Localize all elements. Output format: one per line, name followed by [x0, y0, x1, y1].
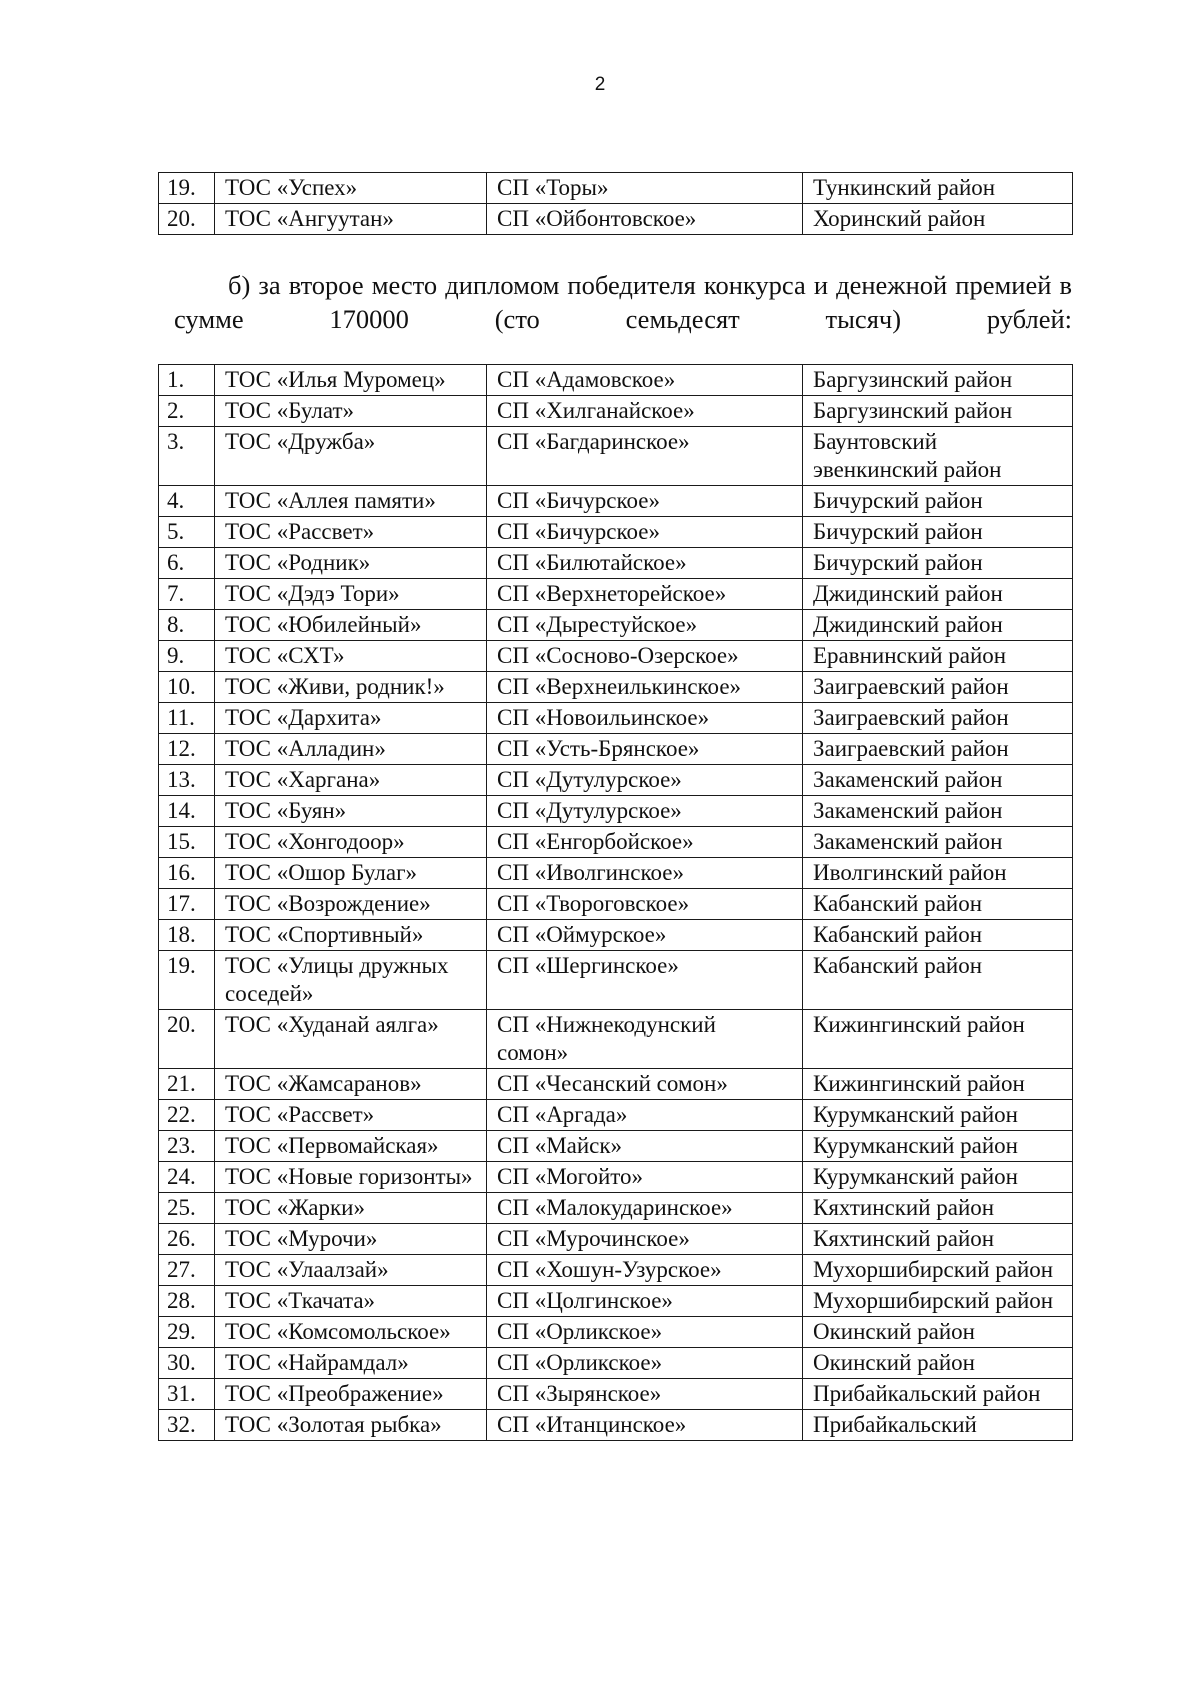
settlement-name: СП «Енгорбойское» [487, 827, 803, 858]
tos-name: ТОС «Буян» [215, 796, 487, 827]
table-row [159, 1131, 1073, 1162]
table-row [159, 173, 1073, 204]
table-row [159, 796, 1073, 827]
row-number: 5. [159, 517, 215, 548]
settlement-name: СП «Усть-Брянское» [487, 734, 803, 765]
tos-name: ТОС «Хонгодоор» [215, 827, 487, 858]
settlement-name: СП «Дырестуйское» [487, 610, 803, 641]
row-number: 15. [159, 827, 215, 858]
table-row [159, 672, 1073, 703]
table-row [159, 610, 1073, 641]
district-name: Баунтовский эвенкинский район [803, 427, 1073, 486]
table-row [159, 365, 1073, 396]
row-number: 18. [159, 920, 215, 951]
table-row [159, 1193, 1073, 1224]
tos-name: ТОС «Комсомольское» [215, 1317, 487, 1348]
settlement-name: СП «Новоильинское» [487, 703, 803, 734]
settlement-name: СП «Шергинское» [487, 951, 803, 1010]
tos-name: ТОС «Новые горизонты» [215, 1162, 487, 1193]
row-number: 6. [159, 548, 215, 579]
row-number: 24. [159, 1162, 215, 1193]
tos-name: ТОС «Булат» [215, 396, 487, 427]
tos-name: ТОС «Найрамдал» [215, 1348, 487, 1379]
table-row [159, 765, 1073, 796]
tos-name: ТОС «Дружба» [215, 427, 487, 486]
table-row [159, 1410, 1073, 1441]
table-row [159, 1224, 1073, 1255]
table-row [159, 579, 1073, 610]
tos-name: ТОС «Первомайская» [215, 1131, 487, 1162]
settlement-name: СП «Сосново-Озерское» [487, 641, 803, 672]
second-place-table [158, 364, 1073, 1441]
row-number: 19. [159, 173, 215, 204]
table-row [159, 858, 1073, 889]
district-name: Кабанский район [803, 889, 1073, 920]
table-row [159, 1100, 1073, 1131]
table-row [159, 827, 1073, 858]
table-row [159, 641, 1073, 672]
second-place-paragraph [174, 268, 1072, 370]
district-name: Курумканский район [803, 1100, 1073, 1131]
district-name: Бичурский район [803, 548, 1073, 579]
tos-name: ТОС «Успех» [215, 173, 487, 204]
row-number: 3. [159, 427, 215, 486]
district-name: Тункинский район [803, 173, 1073, 204]
table-row [159, 486, 1073, 517]
settlement-name: СП «Дутулурское» [487, 765, 803, 796]
row-number: 19. [159, 951, 215, 1010]
row-number: 30. [159, 1348, 215, 1379]
table-row [159, 920, 1073, 951]
settlement-name: СП «Торы» [487, 173, 803, 204]
settlement-name: СП «Орликское» [487, 1348, 803, 1379]
settlement-name: СП «Хошун-Узурское» [487, 1255, 803, 1286]
district-name: Кяхтинский район [803, 1193, 1073, 1224]
district-name: Закаменский район [803, 796, 1073, 827]
table-row [159, 951, 1073, 1010]
settlement-name: СП «Зырянское» [487, 1379, 803, 1410]
tos-name: ТОС «СХТ» [215, 641, 487, 672]
settlement-name: СП «Адамовское» [487, 365, 803, 396]
tos-name: ТОС «Ангуутан» [215, 204, 487, 235]
tos-name: ТОС «Рассвет» [215, 1100, 487, 1131]
tos-name: ТОС «Аллея памяти» [215, 486, 487, 517]
district-name: Кижингинский район [803, 1010, 1073, 1069]
row-number: 26. [159, 1224, 215, 1255]
settlement-name: СП «Бичурское» [487, 486, 803, 517]
row-number: 11. [159, 703, 215, 734]
district-name: Закаменский район [803, 765, 1073, 796]
district-name: Заиграевский район [803, 672, 1073, 703]
tos-name: ТОС «Дэдэ Тори» [215, 579, 487, 610]
row-number: 20. [159, 204, 215, 235]
tos-name: ТОС «Улаалзай» [215, 1255, 487, 1286]
district-name: Баргузинский район [803, 396, 1073, 427]
tos-name: ТОС «Жамсаранов» [215, 1069, 487, 1100]
district-name: Бичурский район [803, 486, 1073, 517]
district-name: Бичурский район [803, 517, 1073, 548]
district-name: Окинский район [803, 1348, 1073, 1379]
row-number: 22. [159, 1100, 215, 1131]
district-name: Хоринский район [803, 204, 1073, 235]
settlement-name: СП «Могойто» [487, 1162, 803, 1193]
tos-name: ТОС «Жарки» [215, 1193, 487, 1224]
table-row [159, 1379, 1073, 1410]
table-row [159, 1010, 1073, 1069]
settlement-name: СП «Иволгинское» [487, 858, 803, 889]
district-name: Мухоршибирский район [803, 1286, 1073, 1317]
row-number: 4. [159, 486, 215, 517]
tos-name: ТОС «Живи, родник!» [215, 672, 487, 703]
row-number: 27. [159, 1255, 215, 1286]
row-number: 23. [159, 1131, 215, 1162]
district-name: Заиграевский район [803, 734, 1073, 765]
district-name: Еравнинский район [803, 641, 1073, 672]
table-row [159, 204, 1073, 235]
settlement-name: СП «Малокударинское» [487, 1193, 803, 1224]
row-number: 10. [159, 672, 215, 703]
tos-name: ТОС «Золотая рыбка» [215, 1410, 487, 1441]
district-name: Курумканский район [803, 1131, 1073, 1162]
district-name: Джидинский район [803, 579, 1073, 610]
table-row [159, 1286, 1073, 1317]
table-row [159, 548, 1073, 579]
paragraph-line-2: премией в сумме 170000 (сто семьдесят тысяч) рублей: [174, 270, 1072, 334]
table-row [159, 734, 1073, 765]
row-number: 8. [159, 610, 215, 641]
table-row [159, 396, 1073, 427]
settlement-name: СП «Оймурское» [487, 920, 803, 951]
district-name: Закаменский район [803, 827, 1073, 858]
table-row [159, 1255, 1073, 1286]
settlement-name: СП «Багдаринское» [487, 427, 803, 486]
awards-table-continued [158, 172, 1073, 235]
table-row [159, 1069, 1073, 1100]
tos-name: ТОС «Юбилейный» [215, 610, 487, 641]
table-row [159, 1317, 1073, 1348]
row-number: 12. [159, 734, 215, 765]
settlement-name: СП «Бичурское» [487, 517, 803, 548]
tos-name: ТОС «Худанай аялга» [215, 1010, 487, 1069]
district-name: Баргузинский район [803, 365, 1073, 396]
tos-name: ТОС «Алладин» [215, 734, 487, 765]
tos-name: ТОС «Преображение» [215, 1379, 487, 1410]
settlement-name: СП «Цолгинское» [487, 1286, 803, 1317]
row-number: 1. [159, 365, 215, 396]
tos-name: ТОС «Возрождение» [215, 889, 487, 920]
tos-name: ТОС «Рассвет» [215, 517, 487, 548]
district-name: Мухоршибирский район [803, 1255, 1073, 1286]
page-number: 2 [594, 74, 606, 95]
district-name: Окинский район [803, 1317, 1073, 1348]
tos-name: ТОС «Ткачата» [215, 1286, 487, 1317]
district-name: Прибайкальский [803, 1410, 1073, 1441]
settlement-name: СП «Твороговское» [487, 889, 803, 920]
table-row [159, 1348, 1073, 1379]
settlement-name: СП «Чесанский сомон» [487, 1069, 803, 1100]
settlement-name: СП «Аргада» [487, 1100, 803, 1131]
settlement-name: СП «Хилганайское» [487, 396, 803, 427]
district-name: Прибайкальский район [803, 1379, 1073, 1410]
district-name: Кабанский район [803, 951, 1073, 1010]
table-row [159, 1162, 1073, 1193]
district-name: Заиграевский район [803, 703, 1073, 734]
tos-name: ТОС «Родник» [215, 548, 487, 579]
tos-name: ТОС «Мурочи» [215, 1224, 487, 1255]
row-number: 25. [159, 1193, 215, 1224]
tos-name: ТОС «Илья Муромец» [215, 365, 487, 396]
row-number: 31. [159, 1379, 215, 1410]
row-number: 17. [159, 889, 215, 920]
settlement-name: СП «Билютайское» [487, 548, 803, 579]
table-row [159, 427, 1073, 486]
row-number: 9. [159, 641, 215, 672]
table-row [159, 517, 1073, 548]
row-number: 29. [159, 1317, 215, 1348]
settlement-name: СП «Мурочинское» [487, 1224, 803, 1255]
row-number: 14. [159, 796, 215, 827]
row-number: 21. [159, 1069, 215, 1100]
tos-name: ТОС «Харгана» [215, 765, 487, 796]
tos-name: ТОС «Дархита» [215, 703, 487, 734]
row-number: 32. [159, 1410, 215, 1441]
paragraph-line-1: б) за второе место дипломом победителя конкурса и денежной [228, 270, 948, 300]
settlement-name: СП «Верхнеилькинское» [487, 672, 803, 703]
settlement-name: СП «Нижнекодунский сомон» [487, 1010, 803, 1069]
settlement-name: СП «Ойбонтовское» [487, 204, 803, 235]
district-name: Джидинский район [803, 610, 1073, 641]
settlement-name: СП «Майск» [487, 1131, 803, 1162]
row-number: 20. [159, 1010, 215, 1069]
row-number: 7. [159, 579, 215, 610]
row-number: 28. [159, 1286, 215, 1317]
district-name: Кяхтинский район [803, 1224, 1073, 1255]
table-row [159, 703, 1073, 734]
settlement-name: СП «Итанцинское» [487, 1410, 803, 1441]
district-name: Курумканский район [803, 1162, 1073, 1193]
table-row [159, 889, 1073, 920]
tos-name: ТОС «Спортивный» [215, 920, 487, 951]
row-number: 13. [159, 765, 215, 796]
row-number: 2. [159, 396, 215, 427]
tos-name: ТОС «Улицы дружных соседей» [215, 951, 487, 1010]
district-name: Кижингинский район [803, 1069, 1073, 1100]
settlement-name: СП «Верхнеторейское» [487, 579, 803, 610]
row-number: 16. [159, 858, 215, 889]
district-name: Иволгинский район [803, 858, 1073, 889]
settlement-name: СП «Орликское» [487, 1317, 803, 1348]
settlement-name: СП «Дутулурское» [487, 796, 803, 827]
district-name: Кабанский район [803, 920, 1073, 951]
tos-name: ТОС «Ошор Булаг» [215, 858, 487, 889]
